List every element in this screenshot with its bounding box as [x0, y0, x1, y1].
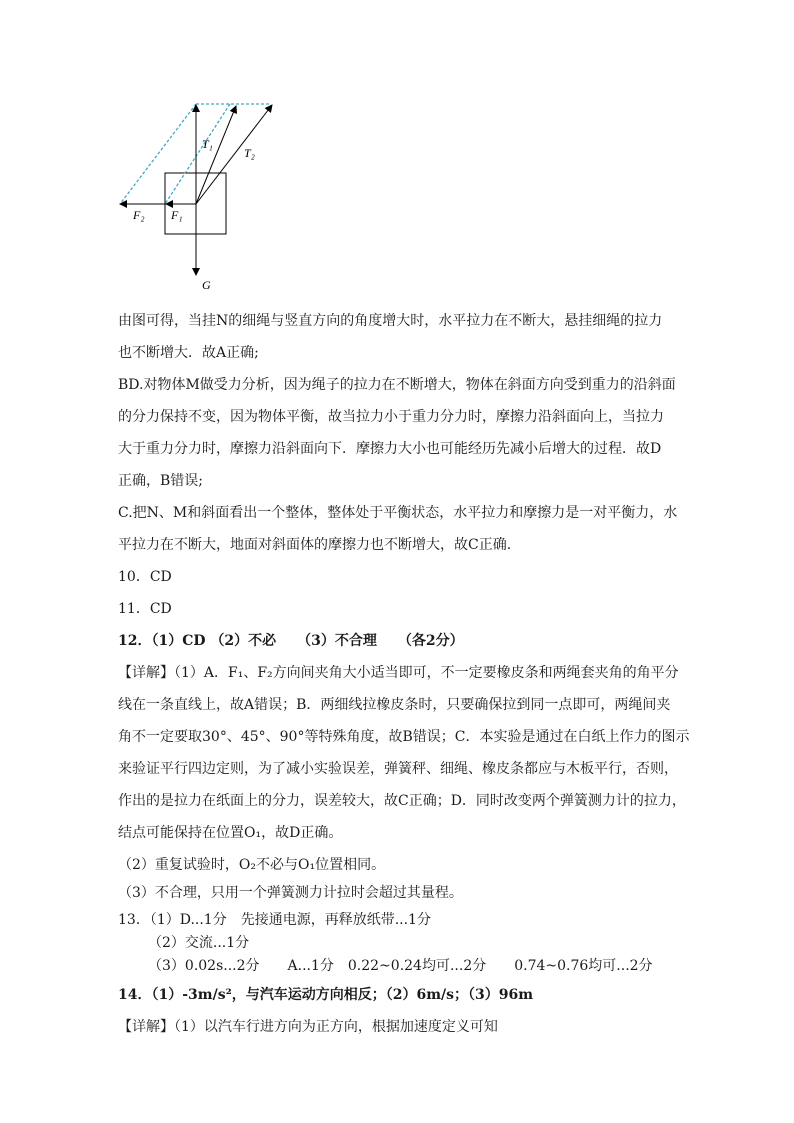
dashed-left-inner [165, 104, 230, 204]
text-line: 作出的是拉力在纸面上的分力，误差较大，故C正确；D．同时改变两个弹簧测力计的拉力， [118, 793, 686, 809]
text-line: （3）不合理，只用一个弹簧测力计拉时会超过其量程。 [118, 885, 463, 901]
label-F2: F₂ [133, 208, 145, 222]
text-line: 正确，B错误; [118, 473, 204, 489]
text-line: 也不断增大．故A正确; [118, 345, 259, 361]
text-line: 由图可得，当挂N的细绳与竖直方向的角度增大时，水平拉力在不断大，悬挂细绳的拉力 [118, 313, 663, 329]
label-T2: T₂ [244, 146, 255, 160]
label-G: G [202, 278, 211, 292]
text-line: BD.对物体M做受力分析，因为绳子的拉力在不断增大，物体在斜面方向受到重力的沿斜面 [118, 377, 676, 393]
answer-10: 10．CD [118, 569, 172, 585]
arrow-T1 [196, 106, 236, 204]
text-line: 大于重力分力时，摩擦力沿斜面向下．摩擦力大小也可能经历先减小后增大的过程．故D [118, 441, 662, 457]
text-line: （2）重复试验时，O₂不必与O₁位置相同。 [118, 857, 386, 873]
text-line: （3）0.02s...2分 A...1分 0.22~0.24均可...2分 0.74~0.76均可...2分 [148, 958, 653, 974]
text-line: 来验证平行四边定则，为了减小实验误差，弹簧秤、细绳、橡皮条都应与木板平行，否则， [118, 761, 678, 777]
text-line: 结点可能保持在位置O₁，故D正确。 [118, 825, 343, 841]
arrow-T2 [196, 105, 272, 204]
dashed-left-outer [120, 104, 196, 204]
text-line: 线在一条直线上，故A错误；B．两细线拉橡皮条时，只要确保拉到同一点即可，两绳间夹 [118, 697, 671, 713]
force-diagram [100, 95, 300, 305]
answer-14: 14．（1）-3m/s²，与汽车运动方向相反；（2）6m/s；（3）96m [118, 987, 534, 1003]
text-line: C.把N、M和斜面看出一个整体，整体处于平衡状态，水平拉力和摩擦力是一对平衡力，水 [118, 505, 678, 521]
answer-11: 11．CD [118, 601, 172, 617]
text-line: 角不一定要取30°、45°、90°等特殊角度，故B错误；C．本实验是通过在白纸上作力的图示 [118, 729, 690, 745]
text-line: 【详解】（1）A．F₁、F₂方向间夹角大小适当即可，不一定要橡皮条和两绳套夹角的角平分 [118, 665, 679, 681]
text-line: 【详解】（1）以汽车行进方向为正方向，根据加速度定义可知 [118, 1019, 498, 1035]
label-T1: T₁ [202, 137, 213, 151]
answer-13: 13．（1）D...1分 先接通电源，再释放纸带...1分 [118, 912, 431, 928]
label-F1: F₁ [171, 208, 183, 222]
text-line: （2）交流...1分 [148, 935, 250, 951]
text-line: 的分力保持不变，因为物体平衡，故当拉力小于重力分力时，摩擦力沿斜面向上，当拉力 [118, 409, 664, 425]
text-line: 平拉力在不断大，地面对斜面体的摩擦力也不断增大，故C正确. [118, 537, 512, 553]
answer-12: 12．（1）CD （2）不必 （3）不合理 （各2分） [118, 633, 464, 649]
